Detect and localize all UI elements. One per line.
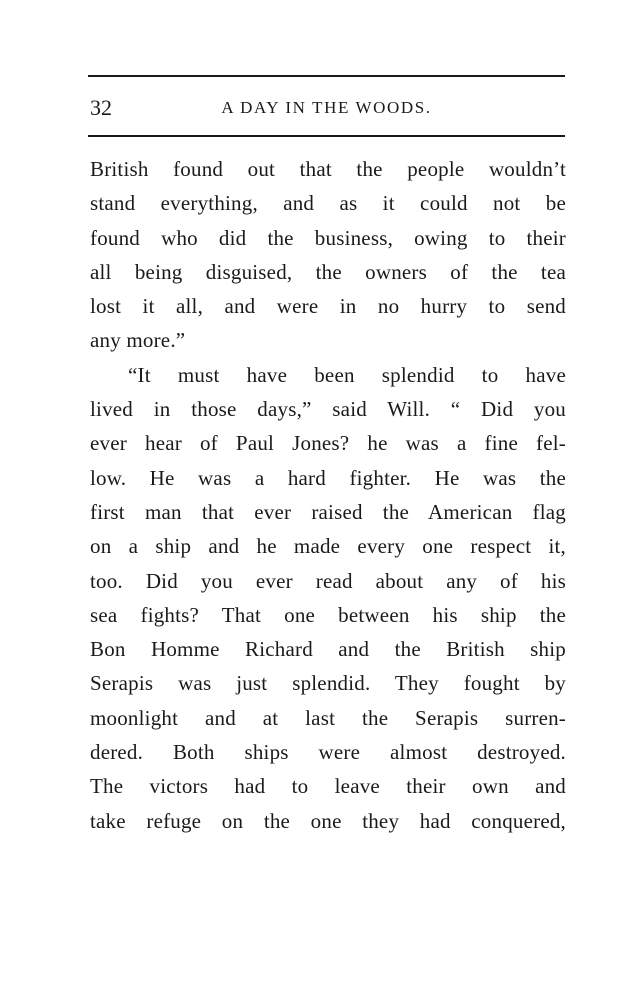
- text-line: “It must have been splendid to have: [128, 362, 566, 387]
- text-line: first man that ever raised the American flag: [90, 499, 566, 524]
- text-line: take refuge on the one they had conquered,: [90, 808, 566, 833]
- text-line: stand everything, and as it could not be: [90, 191, 566, 216]
- text-line: all being disguised, the owners of the tea: [90, 259, 566, 284]
- text-line: sea fights? That one between his ship the: [90, 602, 566, 627]
- text-line: on a ship and he made every one respect it,: [90, 534, 566, 559]
- text-line: any more.”: [90, 328, 186, 353]
- text-line: dered. Both ships were almost destroyed.: [90, 740, 566, 765]
- text-line: too. Did you ever read about any of his: [90, 568, 566, 593]
- text-line: lived in those days,” said Will. “ Did you: [90, 397, 566, 422]
- text-line: low. He was a hard fighter. He was the: [90, 465, 566, 490]
- text-line: The victors had to leave their own and: [90, 774, 566, 799]
- header-bottom-rule: [88, 135, 565, 137]
- page-number: 32: [90, 95, 112, 120]
- body-text: [90, 152, 566, 838]
- text-line: Serapis was just splendid. They fought by: [90, 671, 566, 696]
- running-title: A DAY IN THE WOODS.: [221, 98, 432, 117]
- text-line: found who did the business, owing to their: [90, 225, 566, 250]
- page-header: [88, 93, 565, 123]
- text-line: ever hear of Paul Jones? he was a fine fel-: [90, 431, 566, 456]
- text-line: Bon Homme Richard and the British ship: [90, 637, 566, 662]
- text-line: lost it all, and were in no hurry to send: [90, 294, 566, 319]
- header-top-rule: [88, 75, 565, 77]
- text-line: moonlight and at last the Serapis surren-: [90, 705, 566, 730]
- text-line: British found out that the people wouldn’t: [90, 157, 566, 181]
